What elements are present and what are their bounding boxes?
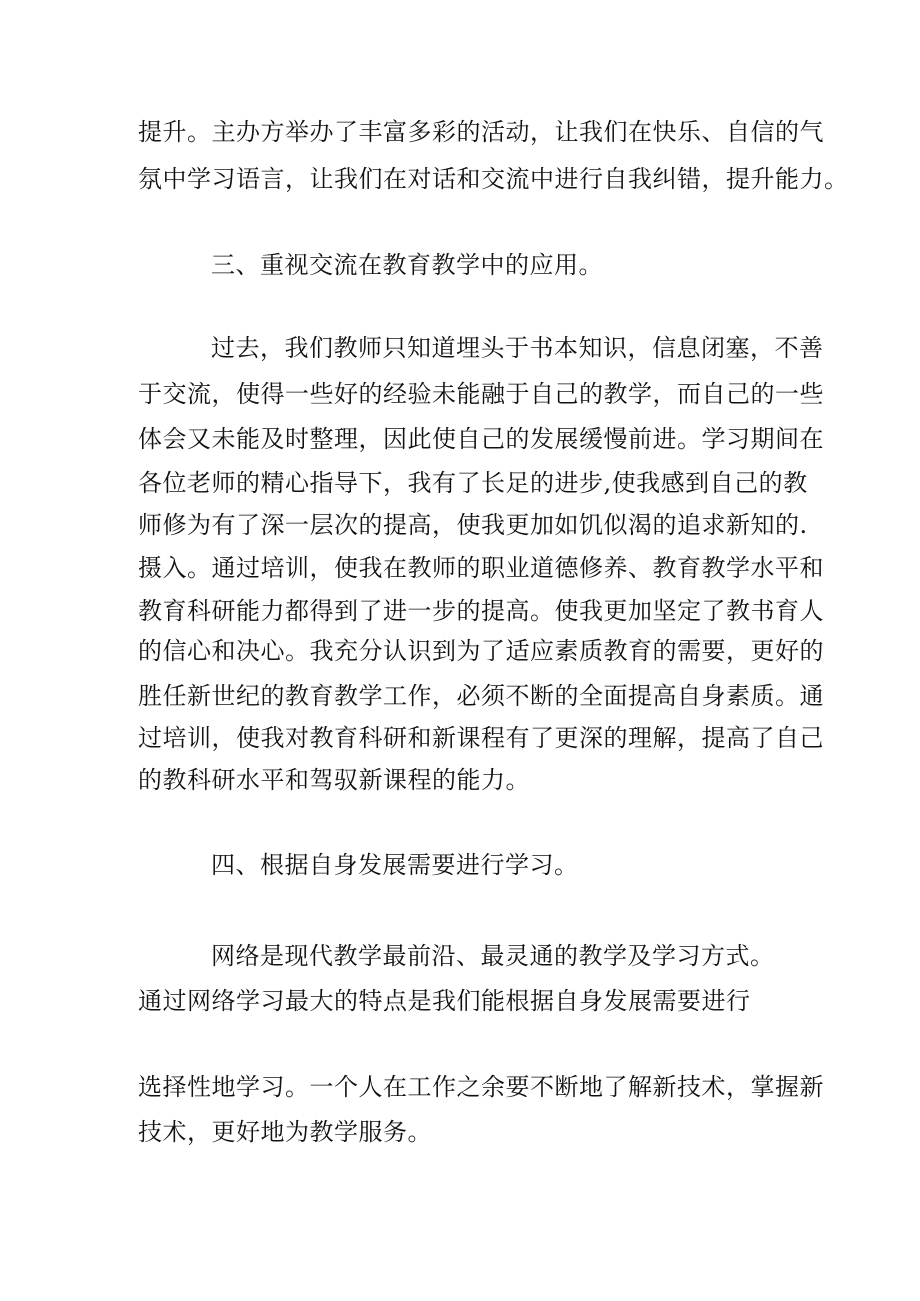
- text-line: 各位老师的精心指导下，我有了长足的进步,使我感到自己的教: [138, 469, 808, 497]
- text-line: 体会又未能及时整理，因此使自己的发展缓慢前进。学习期间在: [138, 425, 824, 453]
- section-heading: 三、重视交流在教育教学中的应用。: [211, 251, 603, 279]
- text-line: 氛中学习语言，让我们在对话和交流中进行自我纠错，提升能力。: [138, 165, 849, 193]
- text-line: 的教科研水平和驾驭新课程的能力。: [138, 766, 530, 794]
- text-line: 胜任新世纪的教育教学工作，必须不断的全面提高自身素质。通: [138, 682, 824, 710]
- text-line: 教育科研能力都得到了进一步的提高。使我更加坚定了教书育人: [138, 597, 824, 625]
- text-line: 摄入。通过培训，使我在教师的职业道德修养、教育教学水平和: [138, 554, 824, 582]
- text-line: 技术，更好地为教学服务。: [138, 1118, 432, 1146]
- text-line: 的信心和决心。我充分认识到为了适应素质教育的需要，更好的: [138, 637, 824, 665]
- text-line: 过培训，使我对教育科研和新课程有了更深的理解，提高了自己: [138, 724, 824, 752]
- text-line: 提升。主办方举办了丰富多彩的活动，让我们在快乐、自信的气: [138, 118, 824, 146]
- section-heading: 四、根据自身发展需要进行学习。: [211, 851, 579, 879]
- text-line: 师修为有了深一层次的提高，使我更加如饥似渴的追求新知的.: [138, 511, 808, 539]
- text-line: 通过网络学习最大的特点是我们能根据自身发展需要进行: [138, 987, 751, 1015]
- text-line: 选择性地学习。一个人在工作之余要不断地了解新技术，掌握新: [138, 1073, 824, 1101]
- text-line: 网络是现代教学最前沿、最灵通的教学及学习方式。: [211, 942, 775, 970]
- text-line: 于交流，使得一些好的经验未能融于自己的教学，而自己的一些: [138, 380, 824, 408]
- text-line: 过去，我们教师只知道埋头于书本知识，信息闭塞，不善: [211, 334, 824, 362]
